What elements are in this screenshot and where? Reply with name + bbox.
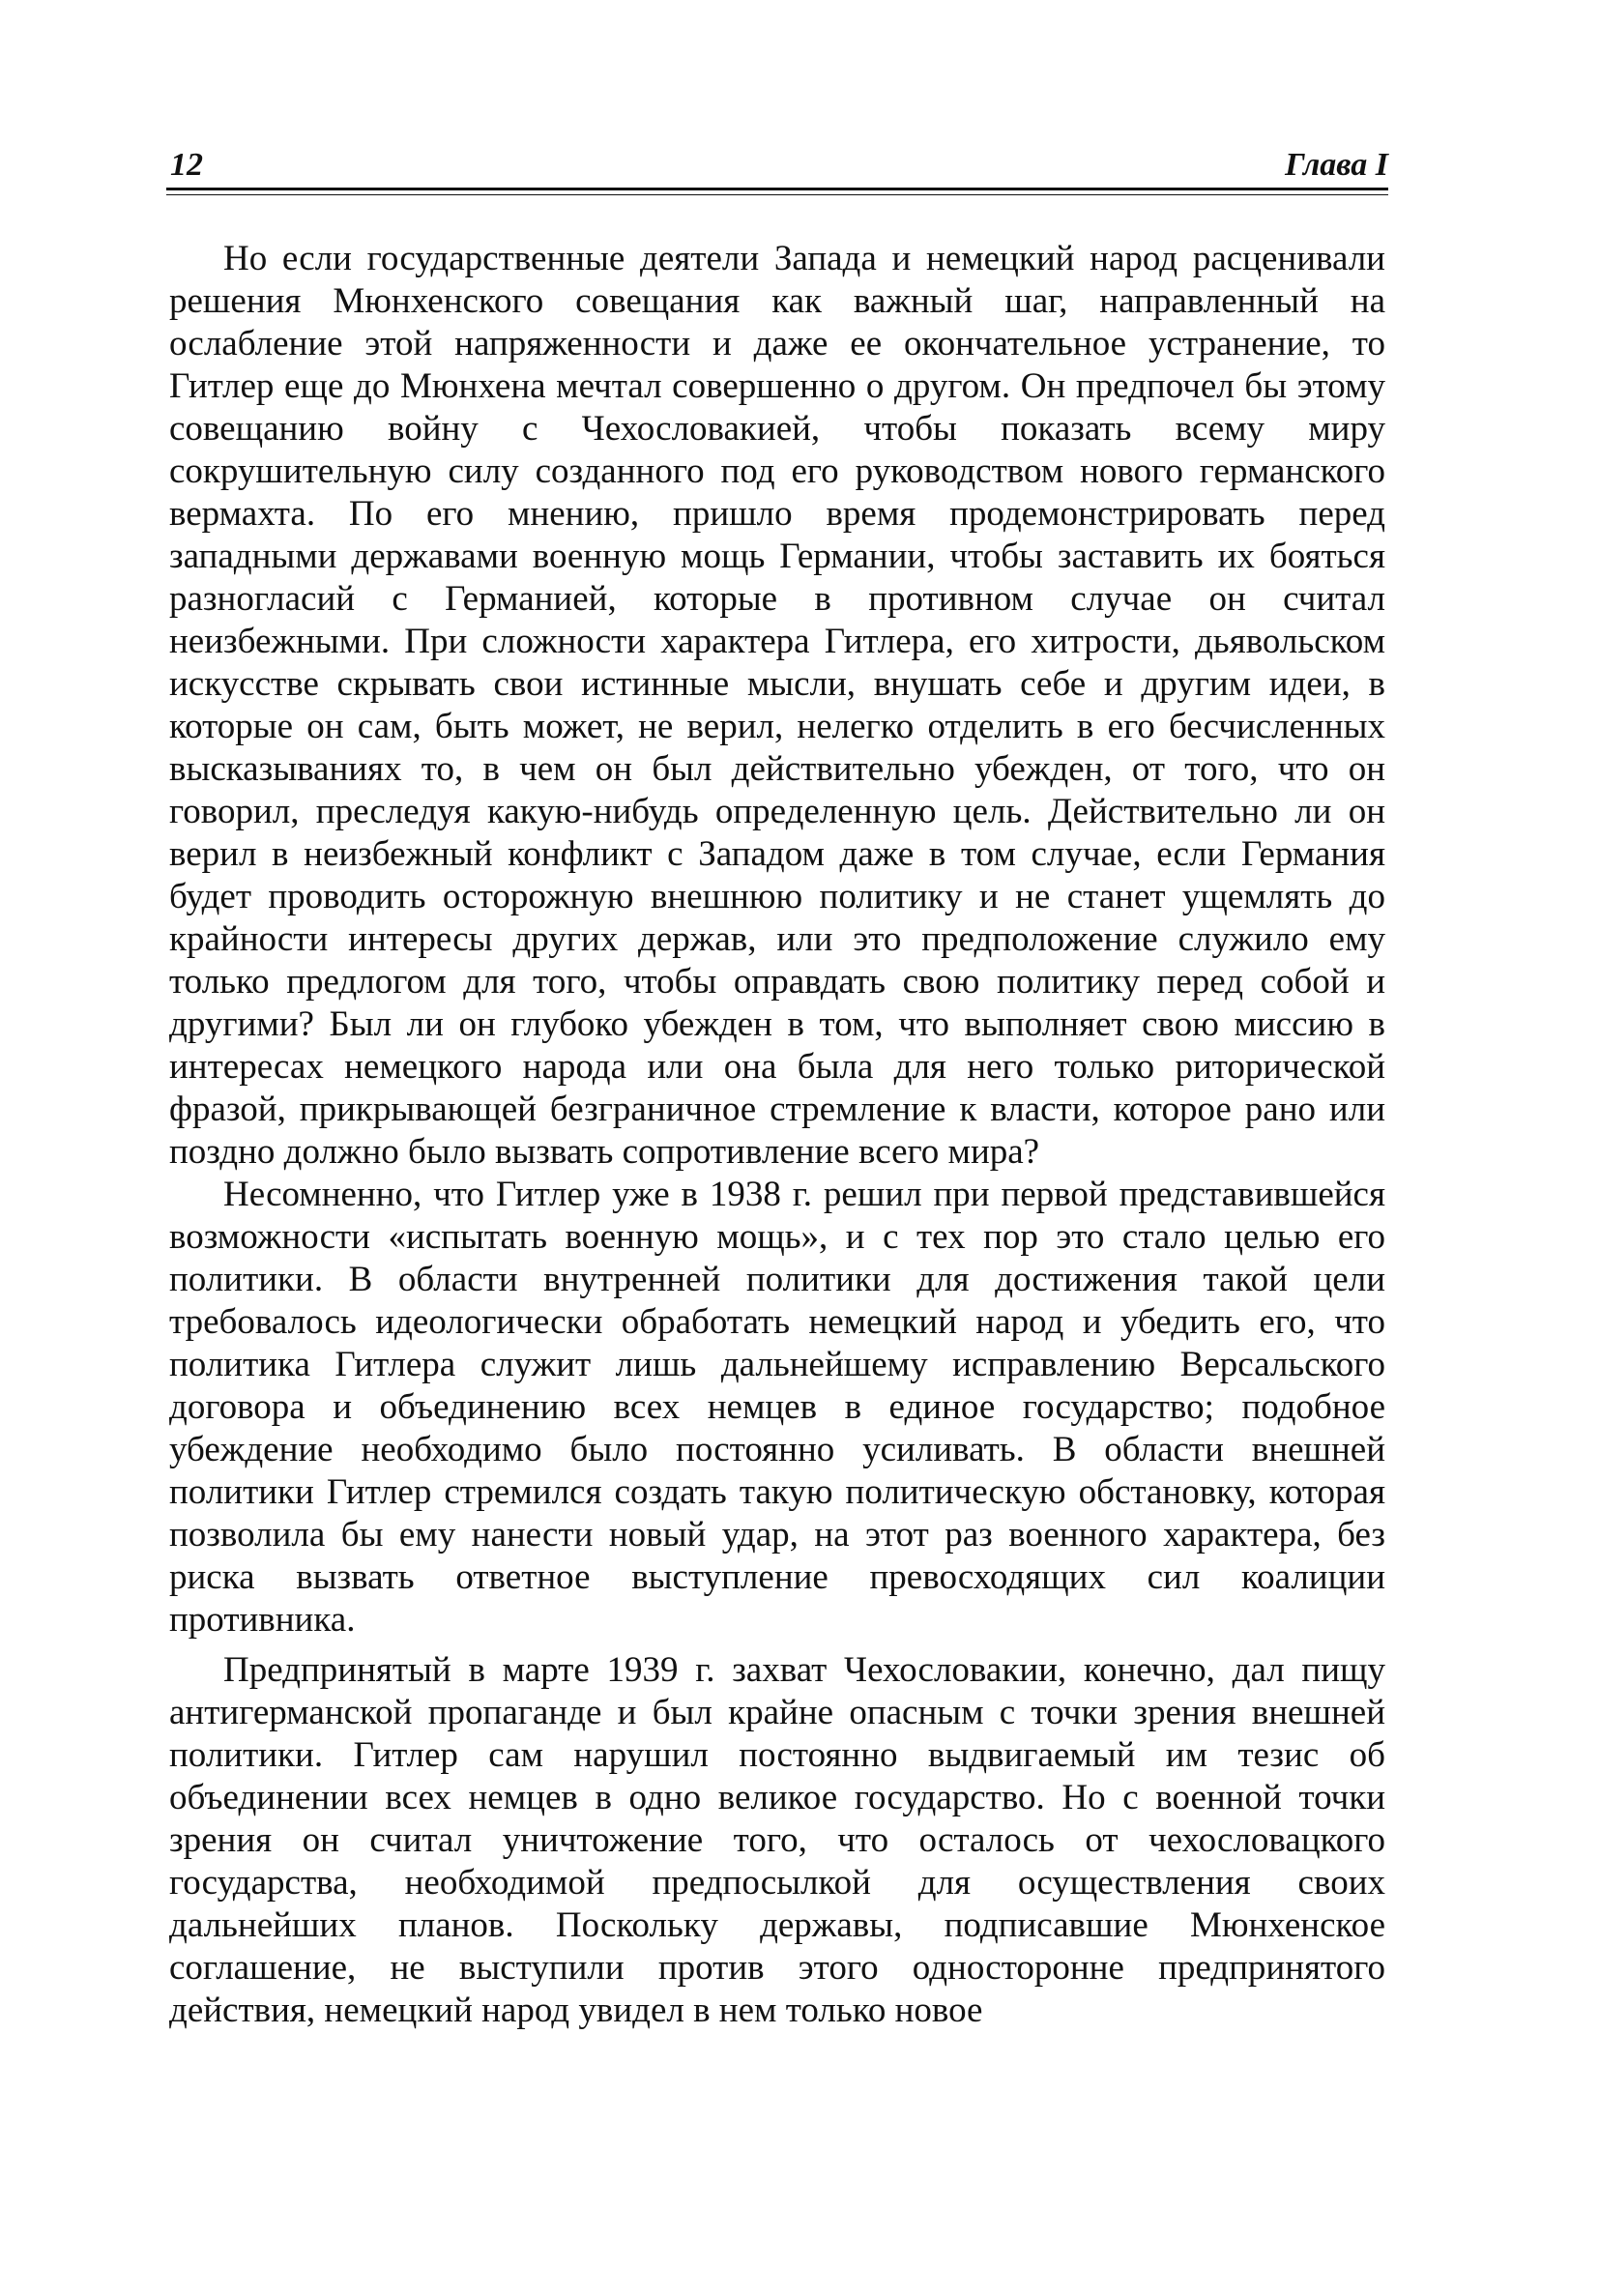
header-rule-thin bbox=[166, 194, 1388, 195]
body-text bbox=[169, 238, 1385, 2032]
paragraph-2: Несомненно, что Гитлер уже в 1938 г. решил при первой представившейся возможности «испытать военную мощь», и с тех пор это стало целью его политики. В области внутренней политики для достижения такой цели требовалось идеологически обработать немецкий народ и убедить его, что политика Гитлера служит лишь дальнейшему исправлению Версальского договора и объединению всех немцев в единое государство; подобное убеждение необходимо было постоянно усиливать. В области внешней политики Гитлер стремился создать такую политическую обстановку, которая позволила бы ему нанести новый удар, на этот раз военного характера, без риска вызвать ответное выступление превосходящих сил коалиции противника. bbox=[169, 1175, 1385, 1640]
running-head bbox=[166, 143, 1388, 188]
paragraph-3: Предпринятый в марте 1939 г. захват Чехословакии, конечно, дал пищу антигерманской пропаганде и был крайне опасным с точки зрения внешней политики. Гитлер сам нарушил постоянно выдвигаемый им тезис об объединении всех немцев в одно великое государство. Но с военной точки зрения он считал уничтожение того, что осталось от чехословацкого государства, необходимой предпосылкой для осуществления своих дальнейших планов. Поскольку державы, подписавшие Мюнхенское соглашение, не выступили против этого односторонне предпринятого действия, немецкий народ увидел в нем только новое bbox=[169, 1650, 1385, 2030]
header-rule bbox=[166, 188, 1388, 190]
paragraph-1: Но если государственные деятели Запада и немецкий народ расценивали решения Мюнхенского совещания как важный шаг, направленный на ослабление этой напряженности и даже ее окончательное устранение, то Гитлер еще до Мюнхена мечтал совершенно о другом. Он предпочел бы этому совещанию войну с Чехословакией, чтобы показать всему миру сокрушительную силу созданного под его руководством нового германского вермахта. По его мнению, пришло время продемонстрировать перед западными державами военную мощь Германии, чтобы заставить их бояться разногласий с Германией, которые в противном случае он считал неизбежными. При сложности характера Гитлера, его хитрости, дьявольском искусстве скрывать свои истинные мысли, внушать себе и другим идеи, в которые он сам, быть может, не верил, нелегко отделить в его бесчисленных высказываниях то, в чем он был действительно убежден, от того, что он говорил, преследуя какую-нибудь определенную цель. Действительно ли он верил в неизбежный конфликт с Западом даже в том случае, если Германия будет проводить осторожную внешнюю политику и не станет ущемлять до крайности интересы других держав, или это предположение служило ему только предлогом для того, чтобы оправдать свою политику перед собой и другими? Был ли он глубоко убежден в том, что выполняет свою миссию в интересах немецкого народа или она была для него только риторической фразой, прикрывающей безграничное стремление к власти, которое рано или поздно должно было вызвать сопротивление всего мира? bbox=[169, 239, 1385, 1172]
chapter-title: Глава I bbox=[1285, 147, 1388, 183]
page-number: 12 bbox=[170, 147, 203, 183]
